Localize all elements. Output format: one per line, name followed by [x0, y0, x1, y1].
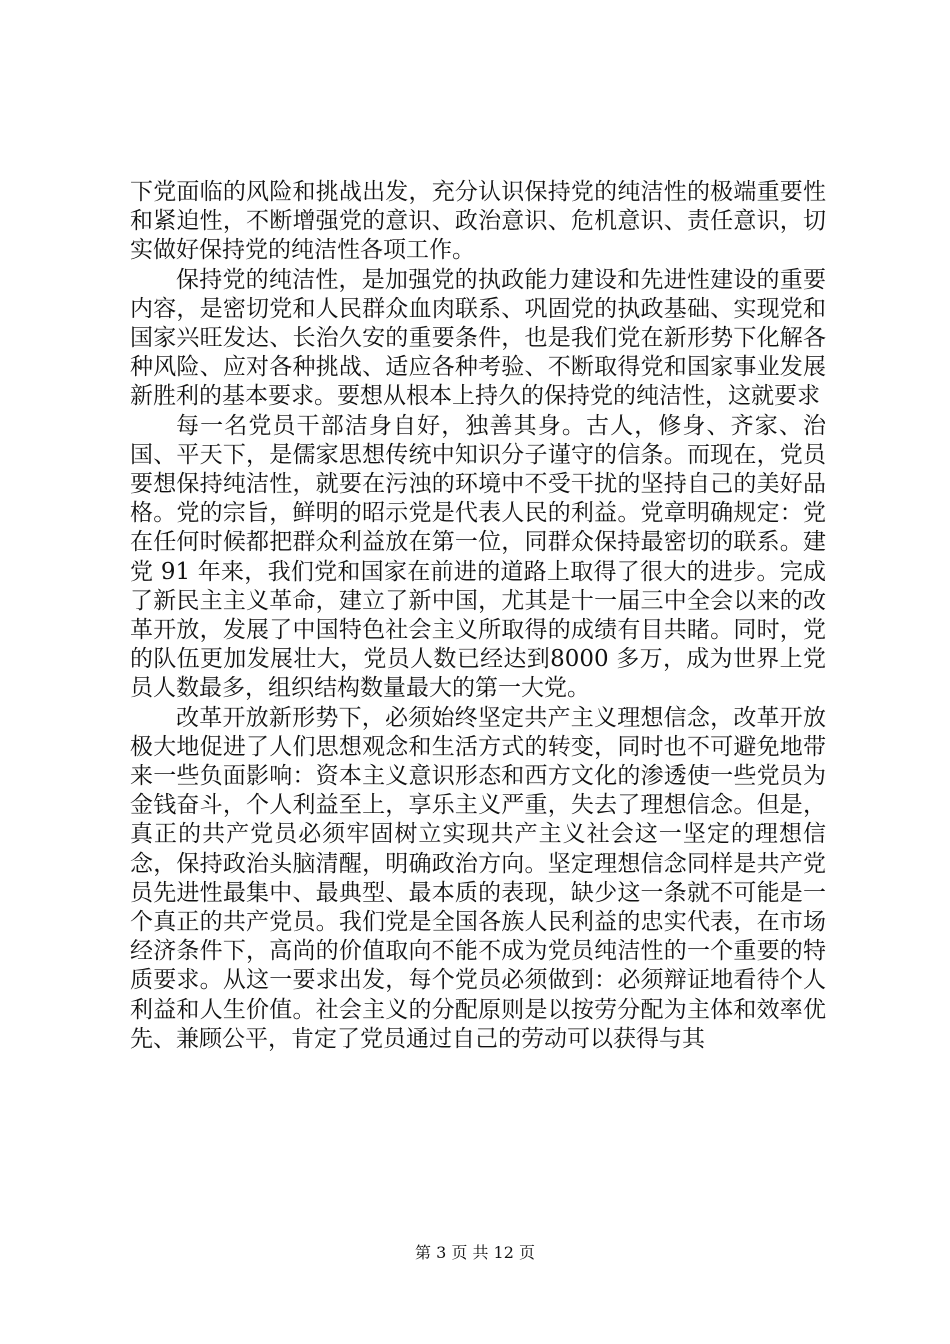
paragraph-1: 下党面临的风险和挑战出发，充分认识保持党的纯洁性的极端重要性和紧迫性，不断增强党的意识、政治意识、危机意识、责任意识，切实做好保持党的纯洁性各项工作。 — [130, 179, 826, 264]
document-body — [130, 178, 826, 1054]
page-number-footer: 第 3 页 共 12 页 — [415, 1243, 535, 1262]
paragraph-3: 每一名党员干部洁身自好，独善其身。古人，修身、齐家、治国、平天下，是儒家思想传统中知识分子谨守的信条。而现在，党员要想保持纯洁性，就要在污浊的环境中不受干扰的坚持自己的美好品格。党的宗旨，鲜明的昭示党是代表人民的利益。党章明确规定：党在任何时候都把群众利益放在第一位，同群众保持最密切的联系。建党 91 年来，我们党和国家在前进的道路上取得了很大的进步。完成了新民主主义革命，建立了新中国，尤其是十一届三中全会以来的改革开放，发展了中国特色社会主义所取得的成绩有目共睹。同时，党的队伍更加发展壮大，党员人数已经达到8000 多万，成为世界上党员人数最多，组织结构数量最大的第一大党。 — [130, 412, 826, 702]
paragraph-2: 保持党的纯洁性，是加强党的执政能力建设和先进性建设的重要内容，是密切党和人民群众血肉联系、巩固党的执政基础、实现党和国家兴旺发达、长治久安的重要条件，也是我们党在新形势下化解各种风险、应对各种挑战、适应各种考验、不断取得党和国家事业发展新胜利的基本要求。要想从根本上持久的保持党的纯洁性，这就要求 — [130, 266, 826, 410]
paragraph-4: 改革开放新形势下，必须始终坚定共产主义理想信念，改革开放极大地促进了人们思想观念和生活方式的转变，同时也不可避免地带来一些负面影响：资本主义意识形态和西方文化的渗透使一些党员为金钱奋斗，个人利益至上，享乐主义严重，失去了理想信念。但是，真正的共产党员必须牢固树立实现共产主义社会这一坚定的理想信念，保持政治头脑清醒，明确政治方向。坚定理想信念同样是共产党员先进性最集中、最典型、最本质的表现，缺少这一条就不可能是一个真正的共产党员。我们党是全国各族人民利益的忠实代表，在市场经济条件下，高尚的价值取向不能不成为党员纯洁性的一个重要的特质要求。从这一要求出发，每个党员必须做到：必须辩证地看待个人利益和人生价值。社会主义的分配原则是以按劳分配为主体和效率优先、兼顾公平，肯定了党员通过自己的劳动可以获得与其 — [130, 704, 826, 1052]
